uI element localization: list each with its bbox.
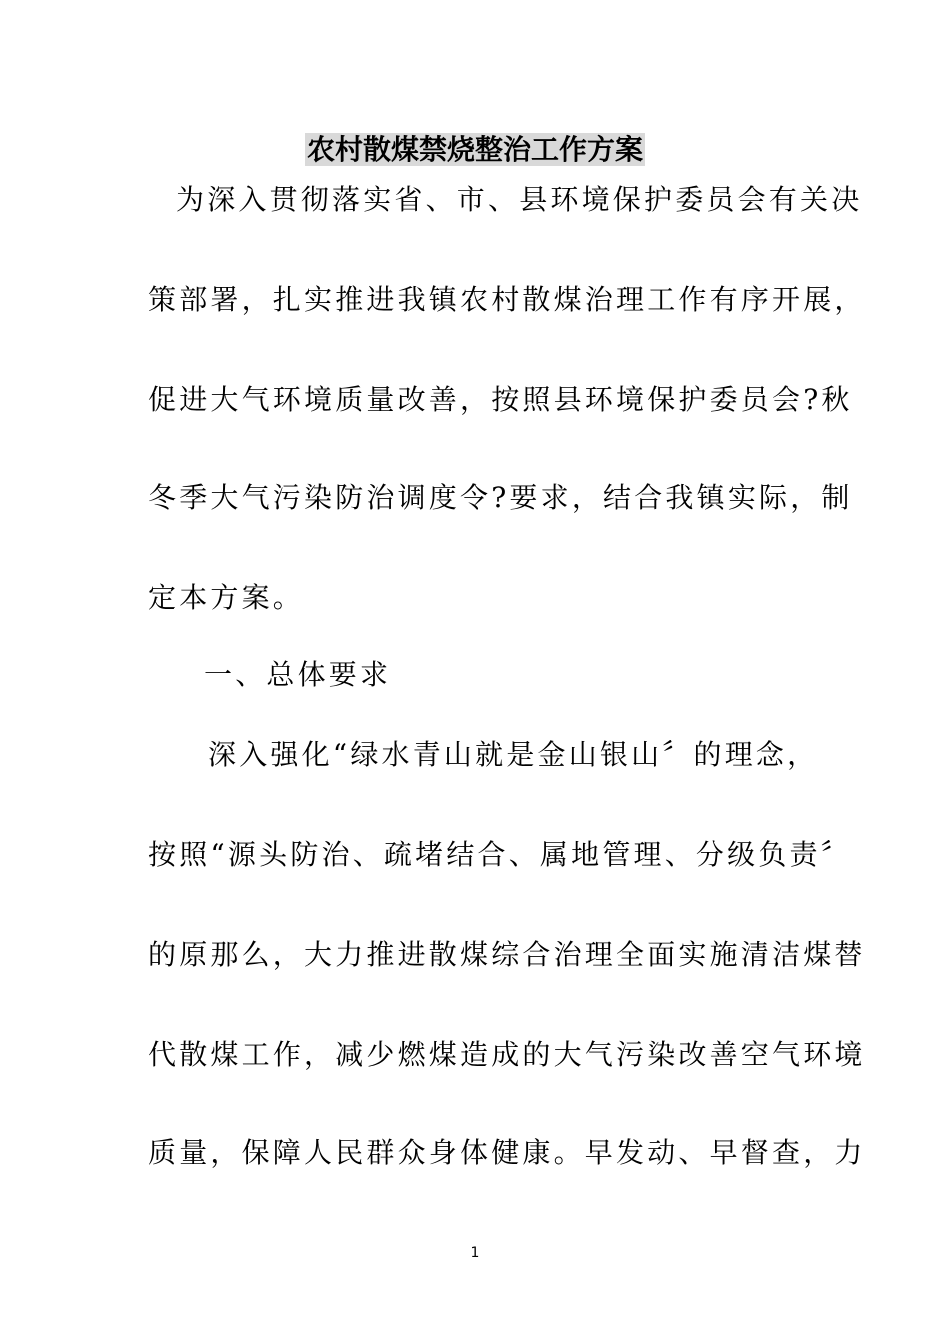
body-line: 代散煤工作，减少燃煤造成的大气污染改善空气环境 xyxy=(148,1038,866,1071)
body-line: 定本方案。 xyxy=(148,581,305,614)
body-line: 按照“源头防治、疏堵结合、属地管理、分级负责〞 xyxy=(148,838,852,871)
body-line: 的原那么，大力推进散煤综合治理全面实施清洁煤替 xyxy=(148,938,866,971)
body-line: 深入强化“绿水青山就是金山银山〞的理念， xyxy=(208,738,819,771)
section-heading: 一、总体要求 xyxy=(204,658,392,691)
body-line: 策部署，扎实推进我镇农村散煤治理工作有序开展， xyxy=(148,283,866,316)
body-line: 冬季大气污染防治调度令?要求，结合我镇实际，制 xyxy=(148,481,853,514)
body-line: 质量，保障人民群众身体健康。早发动、早督查，力 xyxy=(148,1136,866,1169)
title-text: 农村散煤禁烧整治工作方案 xyxy=(306,133,643,166)
page-number: 1 xyxy=(470,1245,480,1261)
document-title xyxy=(0,130,950,170)
body-line: 为深入贯彻落实省、市、县环境保护委员会有关决 xyxy=(176,183,863,216)
body-line: 促进大气环境质量改善，按照县环境保护委员会?秋 xyxy=(148,383,853,416)
